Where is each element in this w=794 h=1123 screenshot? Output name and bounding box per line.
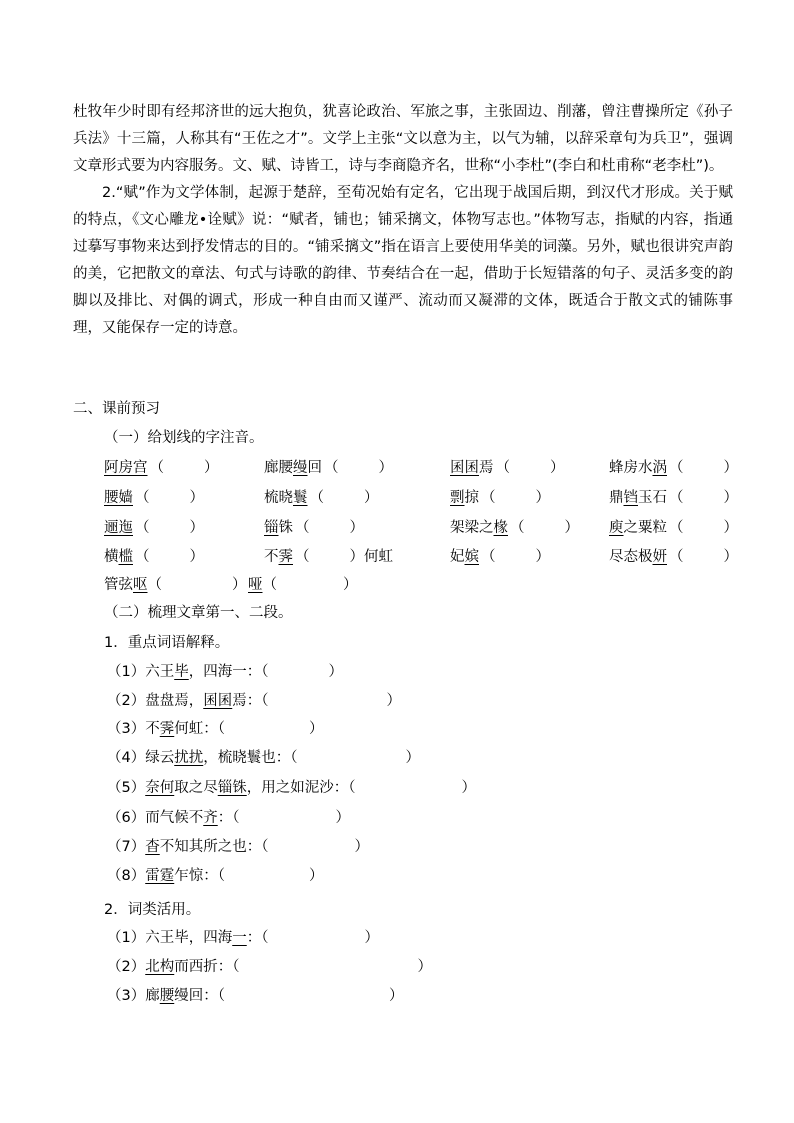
pinyin-term xyxy=(609,520,667,536)
section-heading: 二、课前预习 xyxy=(73,401,160,417)
vocab-item xyxy=(107,776,476,800)
answer-open-paren: （ xyxy=(669,520,684,536)
pinyin-item xyxy=(450,486,550,510)
answer-close-paren: ） xyxy=(189,549,204,565)
answer-close-paren: ） xyxy=(723,490,738,506)
underlined-char: 涡 xyxy=(652,460,667,476)
item-number: （2） xyxy=(107,693,146,709)
vocab-item xyxy=(107,806,350,830)
answer-open-paren: （ xyxy=(309,490,324,506)
term-text: 取之尽 xyxy=(174,780,218,796)
vocab-phrase xyxy=(145,780,355,796)
huoyong-phrase xyxy=(145,930,268,946)
term-text: 鼎 xyxy=(609,490,624,506)
term-text: 乍惊：（ xyxy=(174,868,225,884)
item-number: （4） xyxy=(107,750,146,766)
underlined-char: 椽 xyxy=(493,520,508,536)
pinyin-item xyxy=(264,456,393,480)
huoyong-item xyxy=(107,984,403,1008)
pinyin-term xyxy=(104,577,148,593)
pinyin-term xyxy=(450,490,479,506)
answer-open-paren: （ xyxy=(481,549,496,565)
pinyin-item xyxy=(264,545,393,569)
answer-close-paren: ） xyxy=(461,780,476,796)
term-text: 六王毕，四海 xyxy=(145,930,233,946)
answer-close-paren: ） xyxy=(378,460,393,476)
item-number: （6） xyxy=(107,810,146,826)
pinyin-item xyxy=(609,456,738,480)
answer-close-paren: ） xyxy=(564,520,579,536)
underlined-char: 阿房宫 xyxy=(104,460,148,476)
term-text: 玉石 xyxy=(638,490,667,506)
item-number: （2） xyxy=(107,959,146,975)
answer-close-paren: ） xyxy=(723,520,738,536)
answer-open-paren: （ xyxy=(135,490,150,506)
underlined-char: 鬟 xyxy=(293,490,308,506)
item-number: （3） xyxy=(107,721,146,737)
term-text: 尽态极 xyxy=(609,549,653,565)
term-text: 六王 xyxy=(145,664,175,680)
underlined-char: 槛 xyxy=(118,549,133,565)
underlined-char: 庾 xyxy=(609,520,624,536)
underlined-char: 锱铢 xyxy=(217,780,247,796)
vocab-phrase xyxy=(145,839,268,855)
term-text: 掠 xyxy=(464,490,479,506)
answer-open-paren: （ xyxy=(669,460,684,476)
vocab-heading: 1．重点词语解释。 xyxy=(104,635,230,651)
answer-close-paren: ） xyxy=(405,750,420,766)
vocab-item xyxy=(107,717,323,741)
answer-close-paren: ） xyxy=(535,490,550,506)
vocab-phrase xyxy=(145,693,268,709)
answer-open-paren: （ xyxy=(295,549,310,565)
pinyin-item xyxy=(104,486,204,510)
pinyin-term xyxy=(450,549,479,565)
underlined-char: 雷霆 xyxy=(145,868,175,884)
pinyin-item xyxy=(609,486,738,510)
term-text: 焉：（ xyxy=(232,693,269,709)
answer-close-paren: ） xyxy=(308,868,324,884)
pinyin-item xyxy=(264,516,364,540)
term-text: 而西折：（ xyxy=(174,959,240,975)
term-text: 妃 xyxy=(450,549,465,565)
vocab-phrase xyxy=(145,721,225,737)
underlined-char: 哑 xyxy=(248,577,263,593)
vocab-item xyxy=(107,746,420,770)
term-text: 架梁之 xyxy=(450,520,494,536)
term-text: 缦回：（ xyxy=(174,988,225,1004)
pinyin-term xyxy=(104,460,148,476)
pinyin-term xyxy=(609,549,667,565)
answer-close-paren: ） xyxy=(388,988,404,1004)
underlined-char: 腰嫱 xyxy=(104,490,133,506)
underlined-char: 扰扰 xyxy=(174,750,204,766)
answer-close-paren: ） xyxy=(723,460,738,476)
term-text: 焉 xyxy=(479,460,494,476)
pinyin-term xyxy=(104,520,133,536)
answer-close-paren: ） xyxy=(364,490,379,506)
term-extra: 何虹 xyxy=(364,549,393,565)
term-text: ：（ xyxy=(246,930,269,946)
answer-open-paren: （ xyxy=(135,520,150,536)
answer-close-paren: ） xyxy=(354,839,369,855)
pinyin-term xyxy=(264,520,293,536)
pinyin-term xyxy=(104,490,133,506)
answer-close-paren: ） xyxy=(232,577,247,593)
pinyin-term xyxy=(609,490,667,506)
vocab-phrase xyxy=(145,810,239,826)
answer-close-paren: ） xyxy=(189,520,204,536)
term-text: 不 xyxy=(145,721,160,737)
underlined-char: 缦 xyxy=(293,460,308,476)
answer-close-paren: ） xyxy=(364,930,379,946)
answer-close-paren: ） xyxy=(189,490,204,506)
huoyong-phrase xyxy=(145,988,225,1004)
pinyin-item xyxy=(248,573,358,597)
item-number: （5） xyxy=(107,780,146,796)
underlined-char: 杳 xyxy=(145,839,160,855)
underlined-char: 呕 xyxy=(133,577,148,593)
answer-open-paren: （ xyxy=(295,520,310,536)
underlined-char: 霁 xyxy=(278,549,293,565)
huoyong-phrase xyxy=(145,959,239,975)
huoyong-heading: 2．词类活用。 xyxy=(104,902,201,918)
answer-close-paren: ） xyxy=(204,460,219,476)
answer-close-paren: ） xyxy=(343,577,358,593)
term-text: 梳晓 xyxy=(264,490,293,506)
vocab-item xyxy=(107,864,323,888)
intro-paragraph-2: 2.“赋”作为文学体制，起源于楚辞，至荀况始有定名，它出现于战国后期，到汉代才形成。关于赋的特点，《文心雕龙•诠赋》说：“赋者，铺也；铺采摛文，体物写志也。”体物写志，指赋的内容，指通过摹写事物来达到抒发情志的目的。“铺采摛文”指在语言上要使用华美的词藻。另外，赋也很讲究声韵的美，它把散文的章法、句式与诗歌的韵律、节奏结合在一起，借助于长短错落的句子、灵活多变的韵脚以及排比、对偶的调式，形成一种自由而又谨严、流动而又凝滞的文体，既适合于散文式的铺陈事理，又能保存一定的诗意。 xyxy=(73,185,733,336)
term-text: ，梳晓鬟也：（ xyxy=(203,750,298,766)
pinyin-item xyxy=(104,456,219,480)
term-text: ：（ xyxy=(217,810,240,826)
intro-paragraph-1: 杜牧年少时即有经邦济世的远大抱负，犹喜论政治、军旅之事，主张固边、削藩，曾注曹操所定《孙子兵法》十三篇，人称其有“王佐之才”。文学上主张“文以意为主，以气为辅，以辞采章句为兵卫”，强调文章形式要为内容服务。文、赋、诗皆工，诗与李商隐齐名，世称“小李杜”(李白和杜甫称“老李杜”)。 xyxy=(73,104,733,174)
pinyin-term xyxy=(264,460,322,476)
answer-close-paren: ） xyxy=(308,721,324,737)
term-text: 不 xyxy=(264,549,279,565)
underlined-char: 一 xyxy=(232,930,247,946)
part2-heading: （二）梳理文章第一、二段。 xyxy=(104,605,293,621)
term-text: 何虹：（ xyxy=(174,721,225,737)
intro-text xyxy=(73,99,733,342)
term-text: 横 xyxy=(104,549,119,565)
pinyin-item xyxy=(450,516,579,540)
vocab-phrase xyxy=(145,868,225,884)
underlined-char: 腰 xyxy=(159,988,175,1004)
answer-close-paren: ） xyxy=(328,664,343,680)
part1-heading: （一）给划线的字注音。 xyxy=(104,430,264,446)
underlined-char: 剽 xyxy=(450,490,465,506)
huoyong-item xyxy=(107,926,379,950)
term-text: 廊 xyxy=(145,988,160,1004)
pinyin-term xyxy=(450,460,494,476)
term-text: 回 xyxy=(307,460,322,476)
answer-open-paren: （ xyxy=(669,549,684,565)
vocab-phrase xyxy=(145,664,268,680)
term-text: ，四海一：（ xyxy=(188,664,269,680)
huoyong-item xyxy=(107,955,432,979)
pinyin-term xyxy=(264,490,308,506)
term-text: 铢 xyxy=(278,520,293,536)
underlined-char: 铛 xyxy=(623,490,638,506)
answer-close-paren: ） xyxy=(349,520,364,536)
underlined-char: 齐 xyxy=(203,810,218,826)
underlined-char: 霁 xyxy=(159,721,175,737)
answer-close-paren: ） xyxy=(723,549,738,565)
answer-open-paren: （ xyxy=(324,460,339,476)
vocab-item xyxy=(107,660,343,684)
vocab-item xyxy=(107,689,401,713)
pinyin-item xyxy=(264,486,379,510)
pinyin-item xyxy=(450,545,550,569)
underlined-char: 北构 xyxy=(145,959,175,975)
pinyin-term xyxy=(104,549,133,565)
item-number: （8） xyxy=(107,868,146,884)
pinyin-item xyxy=(450,456,565,480)
answer-close-paren: ） xyxy=(386,693,401,709)
answer-open-paren: （ xyxy=(510,520,525,536)
answer-open-paren: （ xyxy=(135,549,150,565)
answer-close-paren: ） xyxy=(535,549,550,565)
underlined-char: 妍 xyxy=(652,549,667,565)
pinyin-item xyxy=(609,545,738,569)
term-text: ，用之如泥沙：（ xyxy=(246,780,356,796)
item-number: （1） xyxy=(107,664,146,680)
term-text: 盘盘焉， xyxy=(145,693,204,709)
answer-open-paren: （ xyxy=(669,490,684,506)
pinyin-term xyxy=(450,520,508,536)
vocab-phrase xyxy=(145,750,297,766)
term-text: 绿云 xyxy=(145,750,175,766)
term-text: 之粟粒 xyxy=(623,520,667,536)
pinyin-item xyxy=(104,516,204,540)
answer-open-paren: （ xyxy=(262,577,277,593)
underlined-char: 奈何 xyxy=(145,780,175,796)
pinyin-term xyxy=(248,577,263,593)
answer-close-paren: ） xyxy=(335,810,350,826)
underlined-char: 逦迤 xyxy=(104,520,133,536)
term-text: 不知其所之也：（ xyxy=(159,839,269,855)
pinyin-item xyxy=(104,573,247,597)
item-number: （1） xyxy=(107,930,146,946)
underlined-char: 囷囷 xyxy=(203,693,233,709)
answer-open-paren: （ xyxy=(495,460,510,476)
underlined-char: 嫔 xyxy=(464,549,479,565)
underlined-char: 毕 xyxy=(174,664,189,680)
pinyin-term xyxy=(264,549,293,565)
term-text: 而气候不 xyxy=(145,810,204,826)
underlined-char: 囷囷 xyxy=(450,460,479,476)
item-number: （3） xyxy=(107,988,146,1004)
answer-close-paren: ） xyxy=(349,549,364,565)
answer-open-paren: （ xyxy=(149,460,164,476)
underlined-char: 锱 xyxy=(264,520,279,536)
term-text: 廊腰 xyxy=(264,460,293,476)
answer-close-paren: ） xyxy=(417,959,432,975)
answer-open-paren: （ xyxy=(147,577,162,593)
term-text: 管弦 xyxy=(104,577,133,593)
answer-open-paren: （ xyxy=(481,490,496,506)
answer-close-paren: ） xyxy=(550,460,565,476)
vocab-item xyxy=(107,835,369,859)
pinyin-item xyxy=(609,516,738,540)
term-text: 蜂房水 xyxy=(609,460,653,476)
pinyin-item xyxy=(104,545,204,569)
pinyin-term xyxy=(609,460,667,476)
item-number: （7） xyxy=(107,839,146,855)
